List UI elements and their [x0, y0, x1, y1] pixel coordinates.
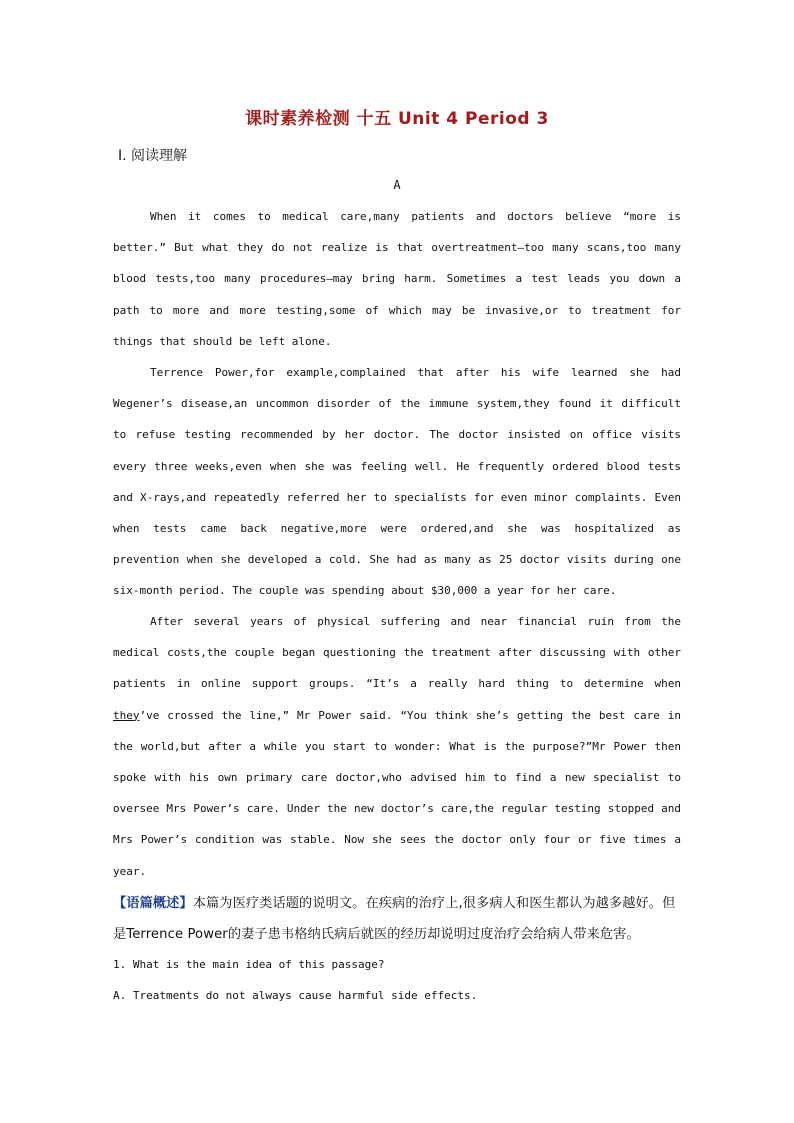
summary-tag: 【语篇概述】	[113, 896, 193, 911]
paragraph-3-part-1: After several years of physical suffering and near financial ruin from the medical costs,the couple began questioning the treatment after discussing with other patients in online support groups. “It’s a really hard thing to determine when	[113, 615, 681, 691]
question-1-option-a: A. Treatments do not always cause harmful side effects.	[113, 989, 478, 1002]
underlined-word: they	[113, 708, 140, 722]
section-heading: Ⅰ. 阅读理解	[118, 148, 188, 164]
passage-label: A	[393, 178, 401, 192]
paragraph-3	[113, 606, 681, 887]
page-title: 课时素养检测 十五 Unit 4 Period 3	[245, 109, 549, 129]
paragraph-3-part-2: ’ve crossed the line,” Mr Power said. “You think she’s getting the best care in the world,but after a while you start to wonder: What is the purpose?”Mr Power then spoke with his own primary care doctor,who advised him to find a new specialist to oversee Mrs Power’s care. Under the new doctor’s care,the regular testing stopped and Mrs Power’s condition was stable. Now she sees the doctor only four or five times a year.	[113, 708, 681, 878]
paragraph-2: Terrence Power,for example,complained that after his wife learned she had Wegener’s disease,an uncommon disorder of the immune system,they found it difficult to refuse testing recommended by her doctor. The doctor insisted on office visits every three weeks,even when she was feeling well. He frequently ordered blood tests and X-rays,and repeatedly referred her to specialists for even minor complaints. Even when tests came back negative,more were ordered,and she was hospitalized as prevention when she developed a cold. She had as many as 25 doctor visits during one six-month period. The couple was spending about $30,000 a year for her care.	[113, 366, 681, 598]
passage-summary	[113, 888, 688, 950]
paragraph-1: When it comes to medical care,many patients and doctors believe “more is better.” But what they do not realize is that overtreatment—too many scans,too many blood tests,too many procedures—may bring harm. Sometimes a test leads you down a path to more and more testing,some of which may be invasive,or to treatment for things that should be left alone.	[113, 210, 681, 348]
summary-text: 本篇为医疗类话题的说明文。在疾病的治疗上,很多病人和医生都认为越多越好。但是Terrence Power的妻子患韦格纳氏病后就医的经历却说明过度治疗会给病人带来危害。	[113, 896, 676, 942]
question-1: 1. What is the main idea of this passage?	[113, 958, 385, 971]
